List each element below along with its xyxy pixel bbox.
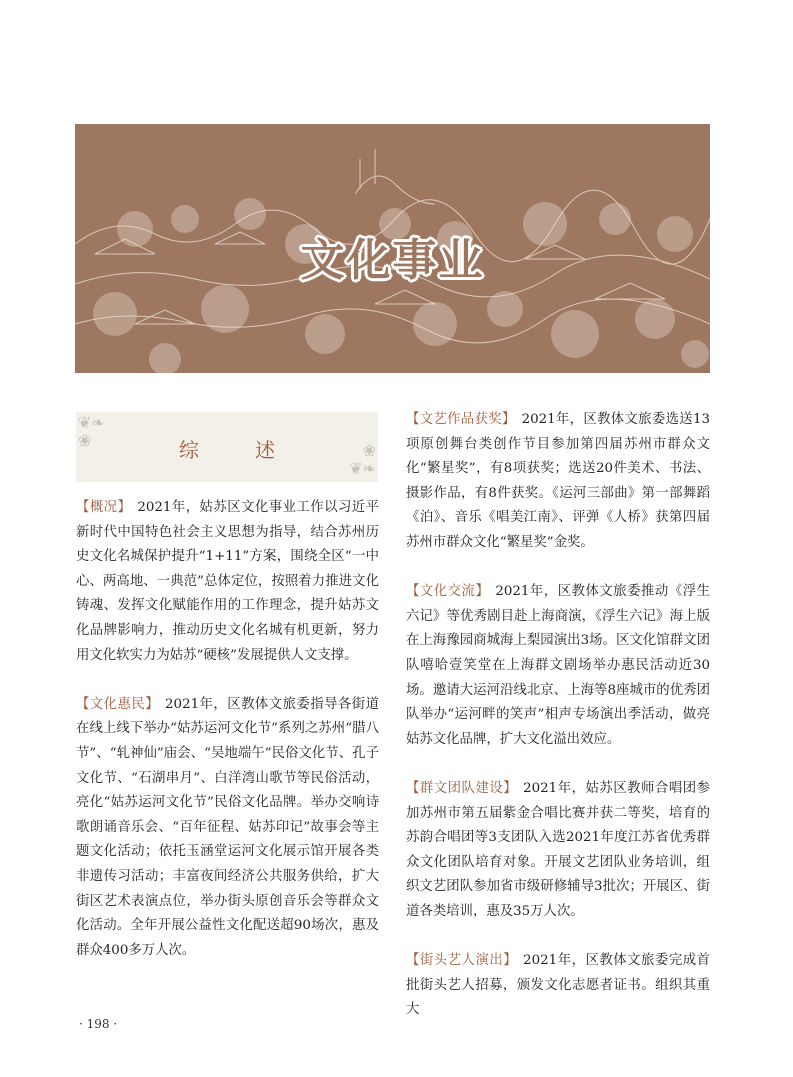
paragraph-text: 2021年，姑苏区文化事业工作以习近平新时代中国特色社会主义思想为指导，结合苏州历史文化名城保护提升“1+11”方案，围绕全区“一中心、两高地、一典范”总体定位，按照着力推进文化铸魂、发挥文化赋能作用的工作理念，提升姑苏文化品牌影响力，推动历史文化名城有机更新，努力用文化软实力为姑苏“硬核”发展提供人文支撑。 [76,500,380,663]
paragraph-label: 【群文团队建设】 [406,780,518,796]
chapter-title: 文化事业 [300,235,485,286]
corner-ornament-icon: ❦❧ [349,459,376,478]
paragraph-text: 2021年，区教体文旅委指导各街道在线上线下举办“姑苏运河文化节”系列之苏州“腊八节”、“轧神仙”庙会、“吴地端午”民俗文化节、孔子文化节、“石湖串月”、白洋湾山歌节等民俗活动，亮化“姑苏运河文化节”民俗文化品牌。举办交响诗歌朗诵音乐会、“百年征程、姑苏印记”故事会等主题文化活动；依托玉涵堂运河文化展示馆开展各类非遗传习活动；丰富夜间经济公共服务供给，扩大街区艺术表演点位，举办街头原创音乐会等群众文化活动。全年开展公益性文化配送超90场次，惠及群众400多万人次。 [76,696,380,958]
paragraph-culture-benefit [76,693,379,964]
paragraph-text: 2021年，区教体文旅委推动《浮生六记》等优秀剧目赴上海商演，《浮生六记》海上版在上海豫园商城海上梨园演出3场。区文化馆群文团队嘻哈壹笑堂在上海群文剧场举办惠民活动近30场。邀请大运河沿线北京、上海等8座城市的优秀团队举办“运河畔的笑声”相声专场演出季活动，做亮姑苏文化品牌，扩大文化溢出效应。 [406,584,710,747]
chapter-banner [75,124,710,373]
corner-ornament-icon: ❀ [78,431,92,450]
page-number: · 198 · [79,1017,118,1031]
paragraph-team-building [406,777,710,925]
paragraph-label: 【文化交流】 [406,584,490,600]
paragraph-text: 2021年，姑苏区教师合唱团参加苏州市第五届紫金合唱比赛并获二等奖，培育的苏韵合唱团等3支团队入选2021年度江苏省优秀群众文化团队培育对象。开展文艺团队业务培训，组织文艺团队参加省市级研修辅导3批次；开展区、街道各类培训，惠及35万人次。 [406,780,710,919]
corner-ornament-icon: ❀ [362,441,376,460]
paragraph-overview [76,496,379,668]
paragraph-art-awards [406,408,710,556]
section-heading-box [76,412,378,482]
section-title: 综 述 [179,438,293,462]
paragraph-culture-exchange [406,580,710,752]
paragraph-label: 【文化惠民】 [76,696,160,712]
paragraph-text: 2021年，区教体文旅委选送13项原创舞台类创作节目参加第四届苏州市群众文化“繁星奖”，有8项获奖；选送20件美术、书法、摄影作品，有8件获奖。《运河三部曲》第一部舞蹈《泊》、音乐《唱美江南》、评弹《人桥》获第四届苏州市群众文化“繁星奖”金奖。 [406,412,710,550]
paragraph-label: 【文艺作品获奖】 [406,412,516,427]
corner-ornament-icon: ❦❧ [78,413,105,432]
paragraph-street-artists [406,949,710,1023]
paragraph-label: 【概况】 [76,500,132,515]
paragraph-text: 2021年，区教体文旅委完成首批街头艺人招募，颁发文化志愿者证书。组织其重大 [406,953,710,1018]
paragraph-label: 【街头艺人演出】 [406,953,518,969]
left-column [76,496,379,988]
right-column [406,408,710,1047]
